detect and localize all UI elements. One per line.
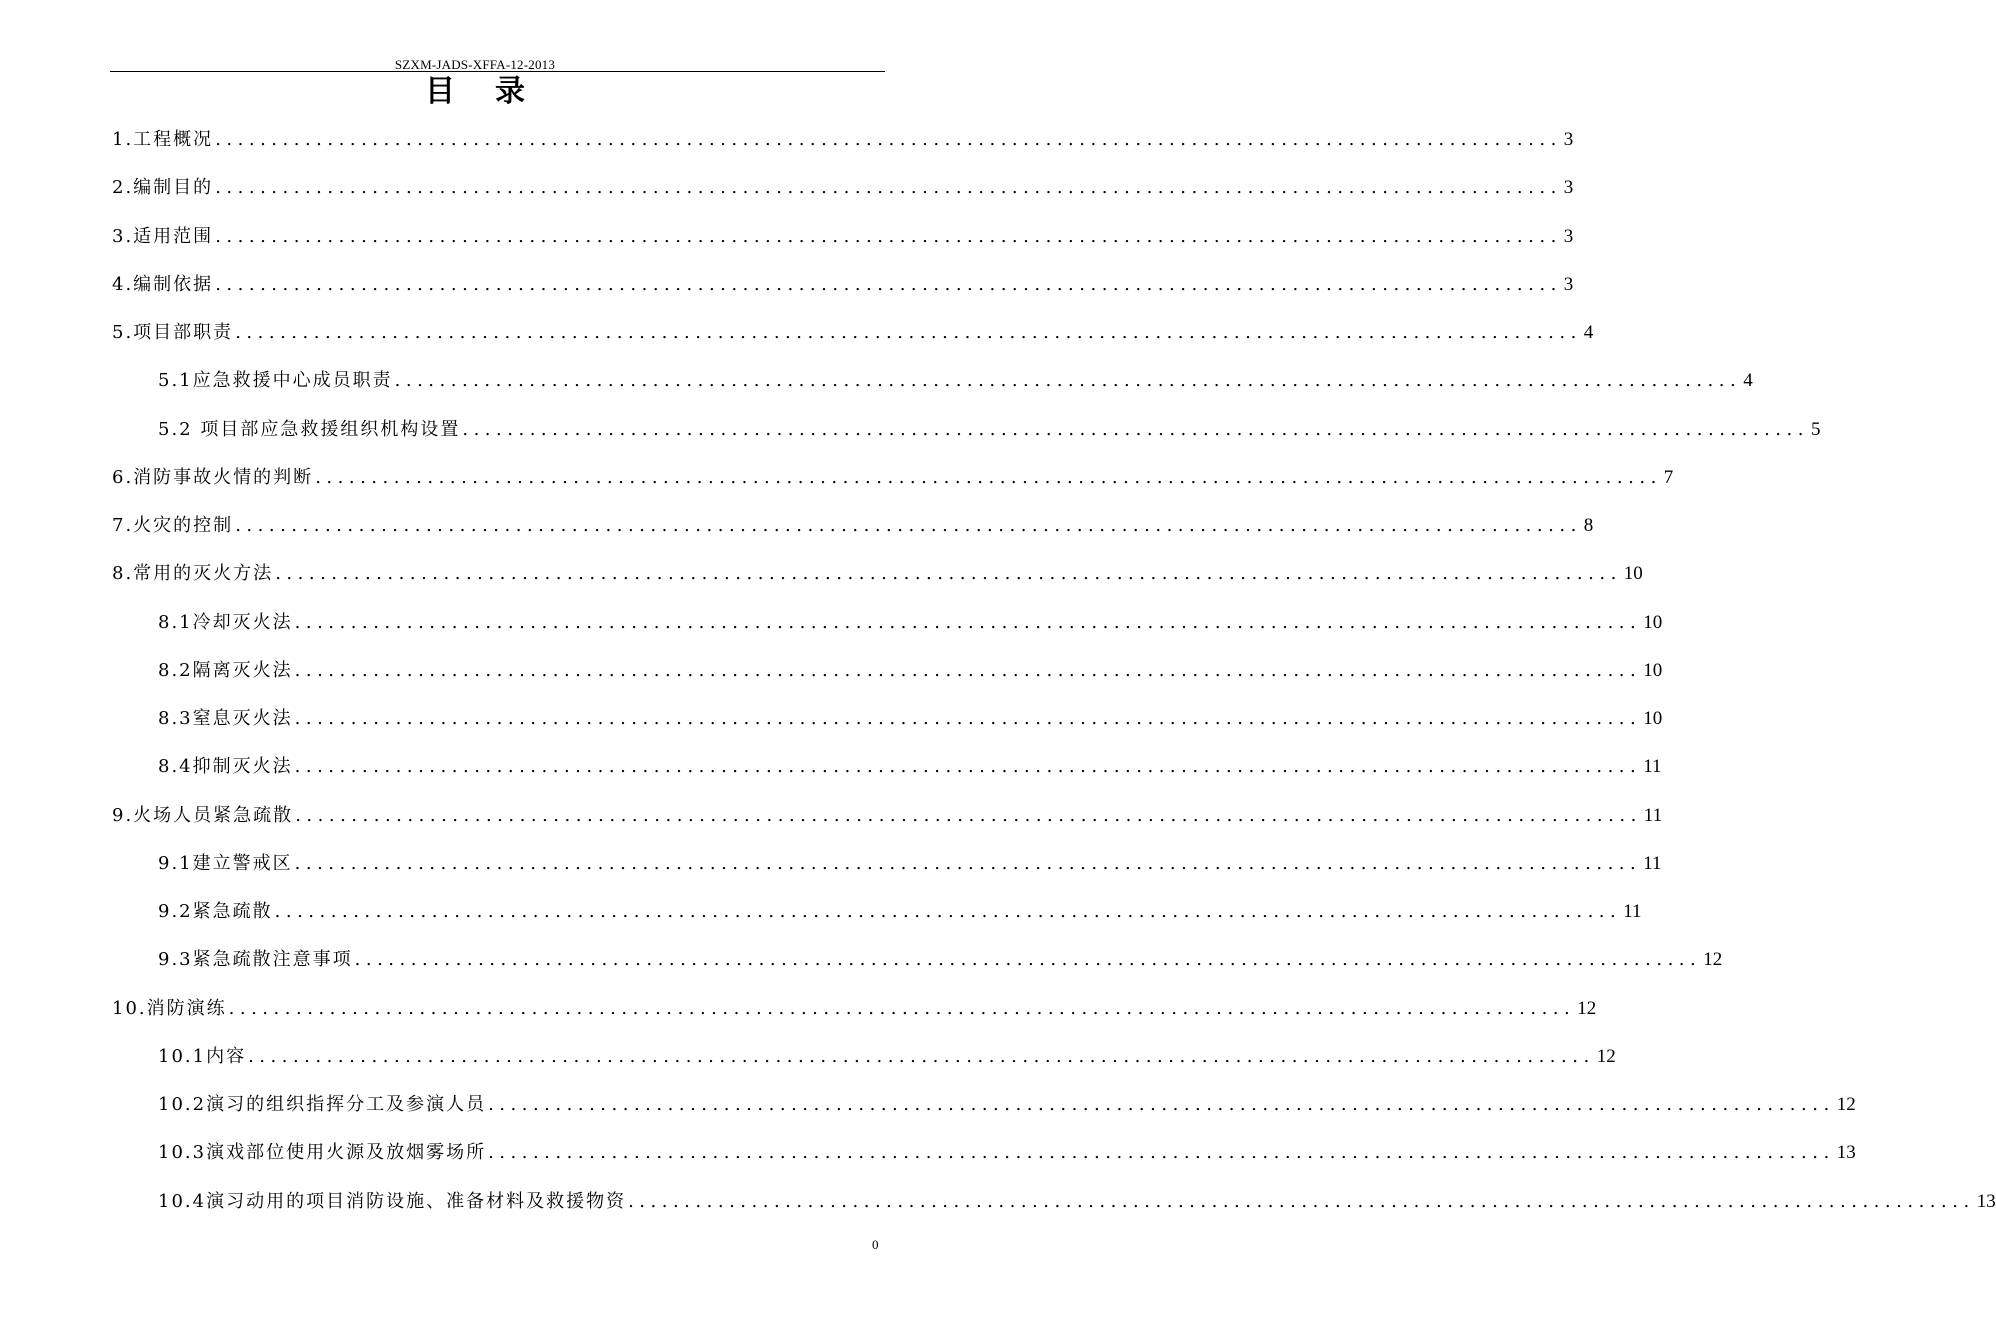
toc-entry-page: 3 [1563,129,1574,150]
toc-leader-dots: ........................................................................................................................ [215,177,1562,199]
toc-entry-page: 12 [1596,1045,1616,1067]
toc-entry-label: 5.2 项目部应急救援组织机构设置 [158,418,461,440]
toc-leader-dots: ........................................................................................................................ [628,1190,1975,1212]
toc-entry-page: 3 [1563,225,1574,247]
page-number: 0 [872,1237,879,1252]
toc-subentry[interactable] [112,599,1663,647]
toc-entry-page: 7 [1663,466,1674,488]
toc-entry-page: 3 [1563,273,1574,295]
toc-entry-label: 8.1冷却灭火法 [158,611,293,633]
toc-entry-page: 13 [1976,1190,1996,1212]
toc-leader-dots: ........................................................................................................................ [294,708,1642,729]
toc-entry[interactable] [112,550,1643,598]
toc-entry-page: 11 [1623,901,1642,922]
toc-leader-dots: ........................................................................................................................ [294,659,1642,681]
toc-entry-label: 5.项目部职责 [112,322,234,343]
toc-entry-label: 8.3窒息灭火法 [158,708,293,729]
toc-entry-label: 10.4演习动用的项目消防设施、准备材料及救援物资 [158,1190,627,1212]
toc-entry-label: 4.编制依据 [112,273,214,295]
toc-subentry[interactable] [112,1178,1996,1226]
toc-entry-label: 5.1应急救援中心成员职责 [158,370,393,392]
toc-entry[interactable] [112,502,1594,550]
toc-entry-page: 5 [1810,418,1821,440]
toc-entry[interactable] [112,309,1594,357]
toc-entry-label: 6.消防事故火情的判断 [112,466,314,488]
toc-title [0,66,950,110]
toc-entry-page: 12 [1836,1094,1856,1115]
toc-leader-dots: ........................................................................................................................ [354,949,1702,971]
toc-entry-page: 10 [1643,611,1663,633]
toc-entry-page: 3 [1563,177,1574,199]
toc-entry[interactable] [112,985,1597,1033]
toc-entry-page: 12 [1703,949,1723,971]
toc-leader-dots: ........................................................................................................................ [294,756,1642,778]
toc-entry-label: 10.2演习的组织指挥分工及参演人员 [158,1094,487,1115]
toc-leader-dots: ........................................................................................................................ [215,225,1562,247]
toc-leader-dots: ........................................................................................................................ [462,418,1809,440]
toc-entry[interactable] [112,261,1574,309]
toc-subentry[interactable] [112,888,1642,936]
toc-leader-dots: ........................................................................................................................ [275,563,1622,585]
toc-subentry[interactable] [112,840,1662,888]
toc-entry[interactable] [112,213,1574,261]
toc-subentry[interactable] [112,695,1663,743]
toc-subentry[interactable] [112,1081,1856,1129]
toc-entry[interactable] [112,792,1663,840]
toc-entry-page: 4 [1583,322,1594,343]
toc-entry-page: 8 [1583,515,1594,536]
toc-entry-label: 10.1内容 [158,1045,247,1067]
toc-entry-page: 11 [1643,756,1662,778]
toc-entry-label: 9.2紧急疏散 [158,901,273,922]
toc-leader-dots: ........................................................................................................................ [215,273,1562,295]
header-code: SZXM-JADS-XFFA-12-2013 [394,57,556,72]
toc-leader-dots: ........................................................................................................................ [235,515,1582,536]
toc-entry-page: 10 [1643,659,1663,681]
toc-entry-label: 9.火场人员紧急疏散 [112,804,294,826]
toc-subentry[interactable] [112,743,1662,791]
toc-entry-page: 11 [1643,804,1663,826]
toc-entry[interactable] [112,116,1574,164]
toc-entry-page: 10 [1643,708,1663,729]
toc-entry-label: 8.4抑制灭火法 [158,756,293,778]
toc-leader-dots: ........................................................................................................................ [488,1094,1835,1115]
toc-entry-label: 10.消防演练 [112,997,227,1019]
table-of-contents [112,116,1996,1226]
toc-subentry[interactable] [112,406,1821,454]
toc-entry-label: 2.编制目的 [112,177,214,199]
toc-leader-dots: ........................................................................................................................ [274,901,1622,922]
toc-leader-dots: ........................................................................................................................ [315,466,1662,488]
toc-entry-label: 8.常用的灭火方法 [112,563,274,585]
toc-entry-label: 10.3演戏部位使用火源及放烟雾场所 [158,1142,487,1164]
toc-subentry[interactable] [112,357,1753,405]
toc-leader-dots: ........................................................................................................................ [294,852,1642,874]
toc-entry-label: 7.火灾的控制 [112,515,234,536]
toc-leader-dots: ........................................................................................................................ [295,804,1642,826]
toc-entry-page: 12 [1577,997,1597,1019]
toc-entry-label: 9.3紧急疏散注意事项 [158,949,353,971]
toc-entry-label: 3.适用范围 [112,225,214,247]
toc-leader-dots: ........................................................................................................................ [488,1142,1835,1164]
toc-entry[interactable] [112,164,1574,212]
toc-leader-dots: ........................................................................................................................ [235,322,1582,343]
toc-entry-page: 10 [1623,563,1643,585]
toc-leader-dots: ........................................................................................................................ [294,611,1642,633]
toc-leader-dots: ........................................................................................................................ [228,997,1576,1019]
toc-leader-dots: ........................................................................................................................ [215,129,1562,150]
toc-subentry[interactable] [112,1129,1856,1177]
toc-subentry[interactable] [112,647,1663,695]
toc-subentry[interactable] [112,1033,1616,1081]
toc-entry-page: 11 [1643,852,1662,874]
toc-title-char-2: 录 [495,74,525,109]
toc-entry-page: 4 [1743,370,1753,392]
toc-entry-label: 1.工程概况 [112,129,214,150]
toc-entry-page: 13 [1836,1142,1856,1164]
toc-leader-dots: ........................................................................................................................ [394,370,1742,392]
toc-entry-label: 8.2隔离灭火法 [158,659,293,681]
toc-subentry[interactable] [112,936,1723,984]
toc-entry-label: 9.1建立警戒区 [158,852,293,874]
toc-entry[interactable] [112,454,1674,502]
toc-title-char-1: 目 [425,74,455,109]
toc-leader-dots: ........................................................................................................................ [248,1045,1595,1067]
